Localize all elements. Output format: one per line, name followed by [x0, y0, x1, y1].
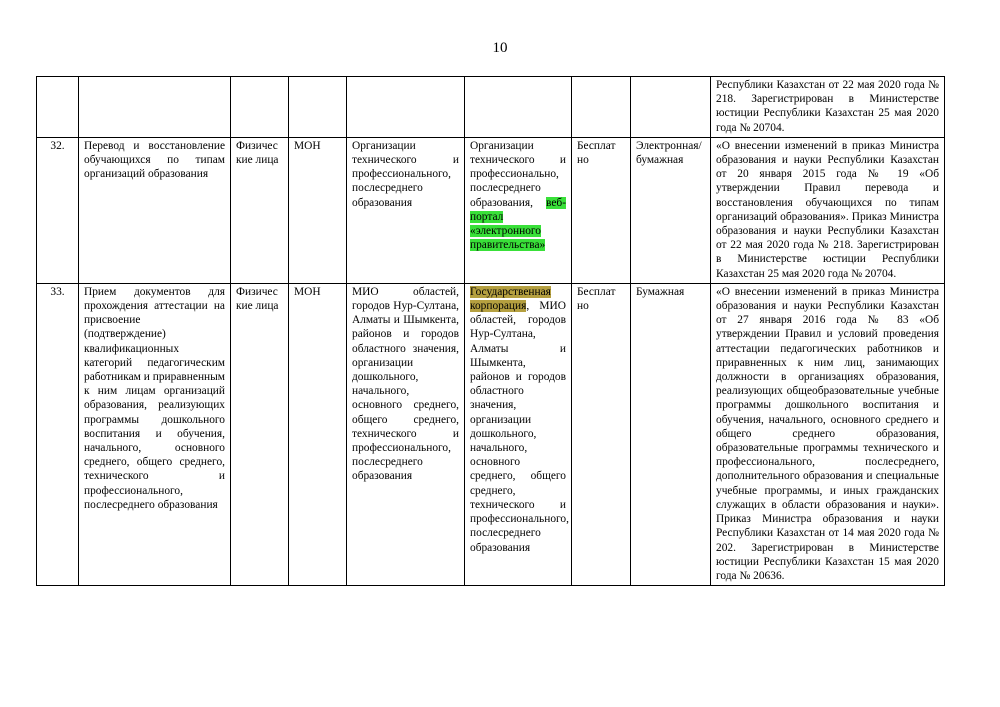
reception-cell	[465, 77, 572, 138]
recipients-cell: Физичес кие лица	[231, 283, 289, 585]
provider-cell: Организации технического и профессионального, послесреднего образования	[347, 137, 465, 283]
reception-cell	[465, 137, 572, 283]
reception-text: Организации технического и профессионально, послесреднего образования,	[470, 139, 566, 209]
provider-cell: МИО областей, городов Нур-Султана, Алматы и Шымкента, районов и городов областного значения, организации дошкольного, начального, основного среднего, общего среднего, технического и профессионального, послесреднего образования	[347, 283, 465, 585]
legal-basis-cell: «О внесении изменений в приказ Министра образования и науки Республики Казахстан от 20 января 2015 года № 19 «Об утверждении Правил перевода и восстановления обучающихся по типам организаций образования». Приказ Министра образования и науки Республики Казахстан от 22 мая 2020 года № 218. Зарегистрирован в Министерстве юстиции Республики Казахстан 25 мая 2020 года № 20704.	[711, 137, 945, 283]
legal-basis-cell: «О внесении изменений в приказ Министра образования и науки Республики Казахстан от 27 января 2016 года № 83 «Об утверждении Правил и условий проведения аттестации педагогических работников и приравненных к ним лиц, занимающих должности в организациях образования, реализующих общеобразовательные учебные программы дошкольного воспитания и обучения, начального, основного среднего и общего среднего образования, образовательные программы технического и профессионального, послесреднего, дополнительного образования и специальные учебные программы, и иных гражданских служащих в области образования и науки». Приказ Министра образования и науки Республики Казахстан от 14 мая 2020 года № 202. Зарегистрирован в Министерстве юстиции Республики Казахстан 15 мая 2020 года № 20636.	[711, 283, 945, 585]
row-number-cell: 32.	[37, 137, 79, 283]
legal-basis-cell: Республики Казахстан от 22 мая 2020 года № 218. Зарегистрирован в Министерстве юстиции Республики Казахстан 25 мая 2020 года № 20704.	[711, 77, 945, 138]
reception-text: , МИО областей, городов Нур-Султана, Алматы и Шымкента, районов и городов областного значения, организации дошкольного, начального, основного среднего, общего среднего, технического и профессионального, послесреднего образования	[470, 300, 569, 554]
service-name-cell: Перевод и восстановление обучающихся по типам организаций образования	[79, 137, 231, 283]
highlighted-text: Государственная корпорация	[470, 285, 551, 313]
payment-cell: Бесплат но	[572, 283, 631, 585]
service-name-cell	[79, 77, 231, 138]
row-number-cell: 33.	[37, 283, 79, 585]
table-row	[37, 77, 945, 138]
recipients-cell	[231, 77, 289, 138]
payment-cell	[572, 77, 631, 138]
provider-cell	[347, 77, 465, 138]
payment-cell: Бесплат но	[572, 137, 631, 283]
services-table	[36, 76, 945, 586]
ministry-cell	[289, 77, 347, 138]
form-cell: Бумажная	[631, 283, 711, 585]
reception-cell	[465, 283, 572, 585]
table-row	[37, 137, 945, 283]
recipients-cell: Физичес кие лица	[231, 137, 289, 283]
service-name-cell: Прием документов для прохождения аттестации на присвоение (подтверждение) квалификационных категорий педагогическим работникам и приравненным к ним лицам организаций образования, реализующих программы дошкольного воспитания и обучения, начального, основного среднего, общего среднего, технического и профессионального, послесреднего образования	[79, 283, 231, 585]
ministry-cell: МОН	[289, 283, 347, 585]
page-number: 10	[492, 40, 508, 56]
table-row	[37, 283, 945, 585]
ministry-cell: МОН	[289, 137, 347, 283]
row-number-cell	[37, 77, 79, 138]
form-cell: Электронная/ бумажная	[631, 137, 711, 283]
highlighted-text: веб-портал «электронного правительства»	[470, 196, 566, 252]
form-cell	[631, 77, 711, 138]
